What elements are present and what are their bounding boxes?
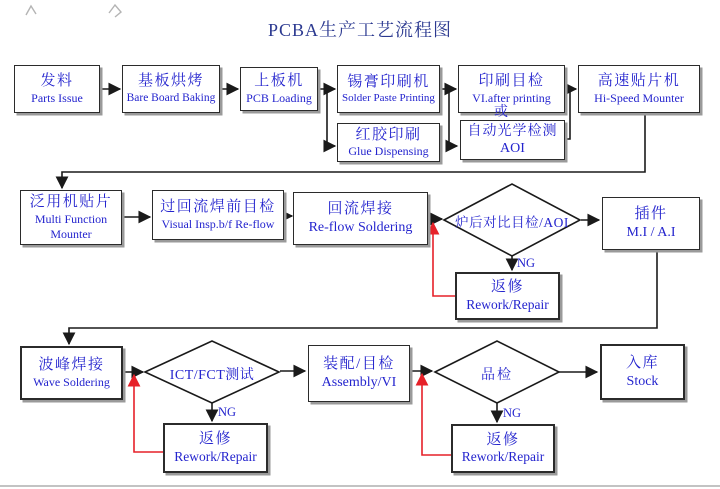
node-reflow-soldering: [293, 192, 428, 245]
node-insertion-label-en: M.I / A.I: [626, 225, 676, 241]
node-wave-soldering: [20, 346, 123, 400]
ng-label-reflow: NG: [517, 256, 536, 270]
node-visual-insp-bf-reflow-label-zh: 过回流焊前目检: [160, 199, 276, 216]
node-pcb-loading-label-en: PCB Loading: [246, 90, 312, 105]
node-hi-speed-mounter-label-zh: 高速贴片机: [597, 73, 681, 90]
node-solder-paste-printing-label-zh: 锡膏印刷机: [347, 73, 430, 90]
node-vi-after-printing-label-zh: 印刷目检: [478, 73, 545, 90]
edge-rework-qc-feedback: [422, 374, 451, 455]
diamond-post-reflow-check-label: 炉后对比目检/AOI: [455, 215, 569, 230]
node-visual-insp-bf-reflow: [152, 190, 284, 240]
diamond-ict-fct-test-label: ICT/FCT测试: [169, 368, 255, 383]
node-rework-reflow-label-en: Rework/Repair: [466, 296, 549, 312]
node-pcb-loading-label-zh: 上板机: [254, 73, 304, 90]
node-multi-function-mounter: [20, 190, 122, 245]
edge-rework-reflow-feedback: [433, 223, 455, 296]
node-assembly-vi: [308, 345, 410, 402]
node-parts-issue-label-zh: 发料: [40, 73, 74, 90]
node-bare-board-baking-label-en: Bare Board Baking: [126, 92, 216, 105]
node-rework-ict-label-zh: 返修: [198, 431, 232, 448]
node-aoi: [460, 120, 565, 160]
edge-insertion-to-wave: [69, 250, 657, 344]
node-multi-function-mounter-label-en1: Multi Function: [34, 211, 108, 226]
node-hi-speed-mounter-label-en: Hi-Speed Mounter: [594, 90, 684, 105]
node-stock-label-zh: 入库: [625, 354, 659, 371]
node-glue-dispensing: [337, 123, 440, 162]
node-glue-dispensing-label-zh: 红胶印刷: [355, 126, 422, 143]
node-rework-qc: [451, 424, 555, 473]
node-glue-dispensing-label-en: Glue Dispensing: [348, 144, 429, 159]
node-reflow-soldering-label-en: Re-flow Soldering: [308, 220, 413, 236]
node-rework-qc-label-zh: 返修: [486, 431, 520, 448]
ng-label-ict: NG: [218, 405, 237, 419]
node-aoi-label-zh: 自动光学检测: [467, 123, 558, 139]
node-bare-board-baking: [122, 65, 220, 113]
node-stock: [600, 344, 685, 400]
node-assembly-vi-label-zh: 装配/目检: [323, 356, 395, 373]
node-wave-soldering-label-en: Wave Soldering: [33, 374, 110, 389]
node-vi-after-printing: [458, 65, 565, 113]
node-aoi-label-en: AOI: [500, 141, 525, 156]
node-wave-soldering-label-zh: 波峰焊接: [38, 357, 105, 374]
node-rework-ict-label-en: Rework/Repair: [174, 448, 257, 464]
node-assembly-vi-label-en: Assembly/VI: [321, 375, 397, 391]
node-stock-label-en: Stock: [626, 373, 659, 389]
node-parts-issue-label-en: Parts Issue: [31, 90, 83, 105]
node-rework-reflow: [455, 272, 560, 320]
node-rework-reflow-label-zh: 返修: [490, 279, 524, 296]
node-rework-qc-label-en: Rework/Repair: [461, 449, 545, 465]
scan-artifact-1: [26, 6, 36, 15]
node-reflow-soldering-label-zh: 回流焊接: [327, 201, 394, 218]
node-insertion-label-zh: 插件: [634, 206, 668, 223]
ng-label-qc: NG: [503, 406, 522, 420]
node-bare-board-baking-label-zh: 基板烘烤: [137, 73, 204, 90]
node-solder-paste-printing-label-en: Solder Paste Printing: [342, 91, 435, 104]
edge-loading-to-glue: [327, 89, 335, 146]
node-multi-function-mounter-label-en2: Mounter: [50, 226, 92, 241]
edge-rework-ict-feedback: [134, 375, 163, 452]
node-hi-speed-mounter: [578, 65, 700, 113]
node-rework-ict: [163, 423, 268, 473]
node-pcb-loading: [240, 67, 318, 111]
node-solder-paste-printing: [337, 65, 440, 113]
node-multi-function-mounter-label-zh: 泛用机贴片: [29, 194, 113, 211]
node-vi-after-printing-label-en: VI.after printing: [472, 90, 551, 105]
node-parts-issue: [14, 65, 100, 113]
edge-aoi-to-hispeed: [565, 90, 570, 139]
node-visual-insp-bf-reflow-label-en: Visual Insp.b/f Re-flow: [161, 216, 275, 231]
page-title: PCBA生产工艺流程图: [267, 20, 453, 40]
edge-solder-to-aoi: [449, 89, 457, 146]
or-label: 或: [494, 105, 508, 120]
diamond-quality-check-label: 品检: [481, 368, 513, 383]
node-insertion: [602, 197, 700, 250]
